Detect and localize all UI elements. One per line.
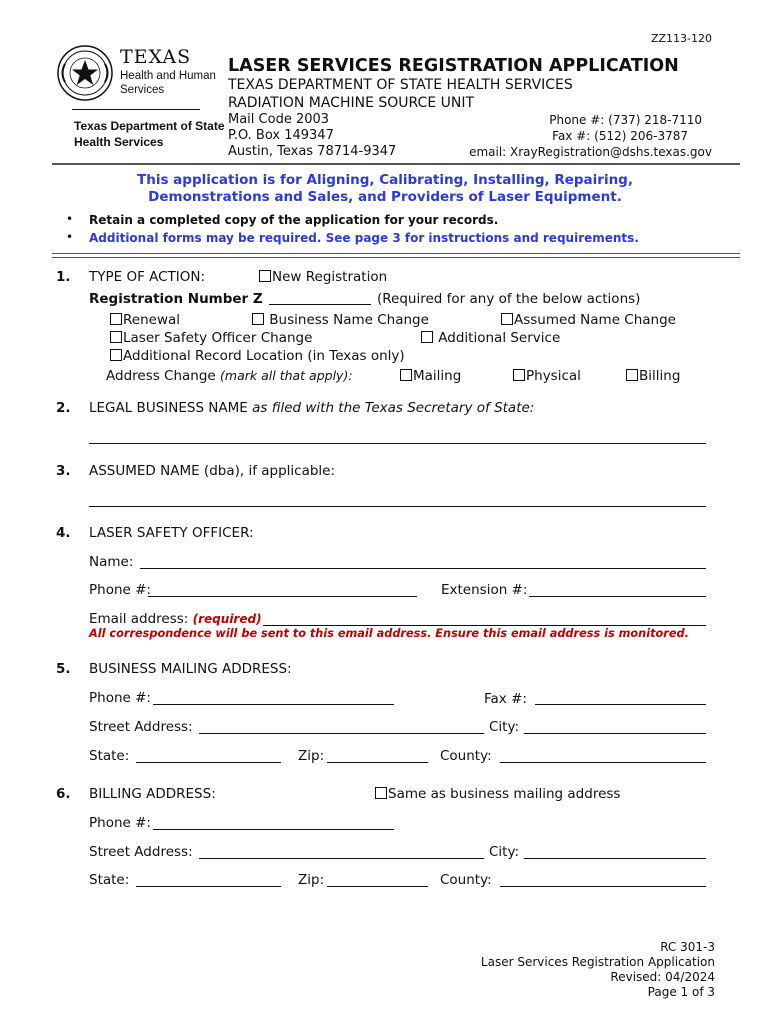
- lso-change-option[interactable]: [110, 330, 312, 346]
- mail-code: Mail Code 2003: [228, 112, 330, 127]
- legal-business-name-text: LEGAL BUSINESS NAME: [89, 400, 248, 416]
- section-6-number: 6.: [56, 786, 71, 802]
- billing-city-field[interactable]: [524, 858, 706, 859]
- new-registration-checkbox[interactable]: [259, 270, 271, 282]
- bullet-retain: Retain a completed copy of the application for your records.: [89, 213, 499, 227]
- billing-street-label: Street Address:: [89, 844, 193, 860]
- type-of-action-label: TYPE OF ACTION:: [89, 269, 206, 285]
- lso-change-label: Laser Safety Officer Change: [123, 330, 313, 346]
- logo-title: TEXAS: [120, 46, 192, 68]
- same-as-mailing-label: Same as business mailing address: [388, 786, 621, 802]
- business-mailing-label: BUSINESS MAILING ADDRESS:: [89, 661, 292, 677]
- reg-number-field[interactable]: [269, 304, 371, 305]
- business-name-change-label: Business Name Change: [269, 312, 429, 328]
- additional-service-checkbox[interactable]: [421, 331, 433, 343]
- renewal-label: Renewal: [123, 312, 181, 328]
- unit-name: RADIATION MACHINE SOURCE UNIT: [228, 95, 475, 111]
- mailing-zip-label: Zip:: [298, 748, 325, 764]
- billing-state-label: State:: [89, 872, 130, 888]
- lso-phone-field[interactable]: [148, 596, 417, 597]
- mailing-city-label: City:: [489, 719, 520, 735]
- mailing-state-field[interactable]: [136, 762, 281, 763]
- mailing-county-field[interactable]: [500, 762, 706, 763]
- billing-street-field[interactable]: [199, 858, 484, 859]
- assumed-name-change-label: Assumed Name Change: [514, 312, 676, 328]
- renewal-option[interactable]: [110, 312, 180, 328]
- mailing-phone-field[interactable]: [153, 704, 394, 705]
- footer-form-name: Laser Services Registration Application: [480, 955, 715, 969]
- lso-phone-label: Phone #:: [89, 582, 151, 598]
- bullet-dot-1: •: [66, 212, 74, 226]
- section-3-number: 3.: [56, 463, 71, 479]
- billing-address-label: BILLING ADDRESS:: [89, 786, 216, 802]
- address-change-note: (mark all that apply):: [220, 368, 353, 383]
- mailing-zip-field[interactable]: [327, 762, 428, 763]
- lso-label: LASER SAFETY OFFICER:: [89, 525, 254, 541]
- same-as-mailing-checkbox[interactable]: [375, 787, 387, 799]
- legal-business-name-field[interactable]: [89, 443, 706, 444]
- address-change-label: [106, 368, 353, 384]
- mailing-label: Mailing: [413, 368, 462, 384]
- additional-record-option[interactable]: [110, 348, 405, 364]
- billing-county-field[interactable]: [500, 886, 706, 887]
- required-marker: (required): [192, 612, 262, 626]
- mailing-street-field[interactable]: [199, 733, 484, 734]
- assumed-name-change-checkbox[interactable]: [501, 313, 513, 325]
- lso-change-checkbox[interactable]: [110, 331, 122, 343]
- business-name-change-option[interactable]: [252, 312, 429, 328]
- additional-service-label: Additional Service: [438, 330, 561, 346]
- additional-record-label: Additional Record Location (in Texas only): [123, 348, 405, 364]
- additional-service-option[interactable]: [421, 330, 560, 346]
- logo-line2: Services: [120, 84, 165, 96]
- billing-county-label: County:: [440, 872, 492, 888]
- dept-name-line1: Texas Department of State: [74, 119, 225, 133]
- mailing-phone-label: Phone #:: [89, 690, 151, 706]
- section-4-number: 4.: [56, 525, 71, 541]
- mailing-option[interactable]: [400, 368, 461, 384]
- section-5-number: 5.: [56, 661, 71, 677]
- billing-phone-field[interactable]: [153, 829, 394, 830]
- legal-business-name-label: [89, 400, 534, 416]
- fax-number: Fax #: (512) 206-3787: [552, 129, 688, 143]
- intro-line2: Demonstrations and Sales, and Providers of Laser Equipment.: [148, 189, 622, 205]
- hhs-logo: [56, 44, 216, 104]
- assumed-name-field[interactable]: [89, 506, 706, 507]
- billing-checkbox[interactable]: [626, 369, 638, 381]
- lso-email-field[interactable]: [263, 625, 706, 626]
- mailing-fax-label: Fax #:: [484, 691, 527, 707]
- reg-number-note: (Required for any of the below actions): [377, 291, 641, 307]
- physical-label: Physical: [526, 368, 581, 384]
- logo-divider: [72, 109, 200, 110]
- dept-name-line2: Health Services: [74, 135, 164, 149]
- billing-phone-label: Phone #:: [89, 815, 151, 831]
- footer-page-number: Page 1 of 3: [647, 985, 715, 999]
- physical-option[interactable]: [513, 368, 581, 384]
- mailing-county-label: County:: [440, 748, 492, 764]
- lso-email-text: Email address:: [89, 611, 189, 627]
- footer-revised: Revised: 04/2024: [610, 970, 715, 984]
- lso-extension-field[interactable]: [529, 596, 706, 597]
- billing-option[interactable]: [626, 368, 680, 384]
- bullet-additional-forms: Additional forms may be required. See page 3 for instructions and requirements.: [89, 231, 639, 245]
- email-warning: All correspondence will be sent to this email address. Ensure this email address is monitored.: [89, 627, 689, 640]
- new-registration-option[interactable]: [259, 269, 387, 285]
- page-title: LASER SERVICES REGISTRATION APPLICATION: [228, 56, 679, 76]
- legal-business-name-note: as filed with the Texas Secretary of State:: [252, 400, 535, 416]
- lso-name-label: Name:: [89, 554, 134, 570]
- bullets-divider-2: [52, 257, 740, 258]
- header-divider: [52, 163, 740, 165]
- form-id: ZZ113-120: [650, 32, 712, 45]
- section-1-number: 1.: [56, 269, 71, 285]
- same-as-mailing-option[interactable]: [375, 786, 620, 802]
- assumed-name-change-option[interactable]: [501, 312, 676, 328]
- po-box: P.O. Box 149347: [228, 128, 334, 143]
- agency-name: TEXAS DEPARTMENT OF STATE HEALTH SERVICES: [228, 77, 573, 93]
- footer-form-code: RC 301-3: [660, 940, 715, 954]
- additional-record-checkbox[interactable]: [110, 349, 122, 361]
- logo-line1: Health and Human: [120, 70, 216, 82]
- new-registration-label: New Registration: [272, 269, 388, 285]
- lso-extension-label: Extension #:: [441, 582, 528, 598]
- lso-email-label: [89, 611, 262, 627]
- address-change-text: Address Change: [106, 368, 216, 384]
- mailing-checkbox[interactable]: [400, 369, 412, 381]
- lso-name-field[interactable]: [140, 568, 706, 569]
- billing-label: Billing: [639, 368, 681, 384]
- billing-zip-label: Zip:: [298, 872, 325, 888]
- intro-line1: This application is for Aligning, Calibrating, Installing, Repairing,: [137, 172, 633, 188]
- billing-state-field[interactable]: [136, 886, 281, 887]
- mailing-fax-field[interactable]: [535, 704, 706, 705]
- billing-zip-field[interactable]: [327, 886, 428, 887]
- bullet-dot-2: •: [66, 230, 74, 244]
- bullets-divider-1: [52, 253, 740, 254]
- mailing-state-label: State:: [89, 748, 130, 764]
- renewal-checkbox[interactable]: [110, 313, 122, 325]
- contact-email: email: XrayRegistration@dshs.texas.gov: [469, 145, 712, 159]
- section-2-number: 2.: [56, 400, 71, 416]
- mailing-city-field[interactable]: [524, 733, 706, 734]
- mailing-street-label: Street Address:: [89, 719, 193, 735]
- business-name-change-checkbox[interactable]: [252, 313, 264, 325]
- billing-city-label: City:: [489, 844, 520, 860]
- reg-number-label: Registration Number Z: [89, 291, 263, 307]
- phone-number: Phone #: (737) 218-7110: [549, 113, 702, 127]
- assumed-name-label: ASSUMED NAME (dba), if applicable:: [89, 463, 336, 479]
- physical-checkbox[interactable]: [513, 369, 525, 381]
- city-state-zip: Austin, Texas 78714-9347: [228, 144, 397, 159]
- texas-seal-icon: [56, 44, 114, 102]
